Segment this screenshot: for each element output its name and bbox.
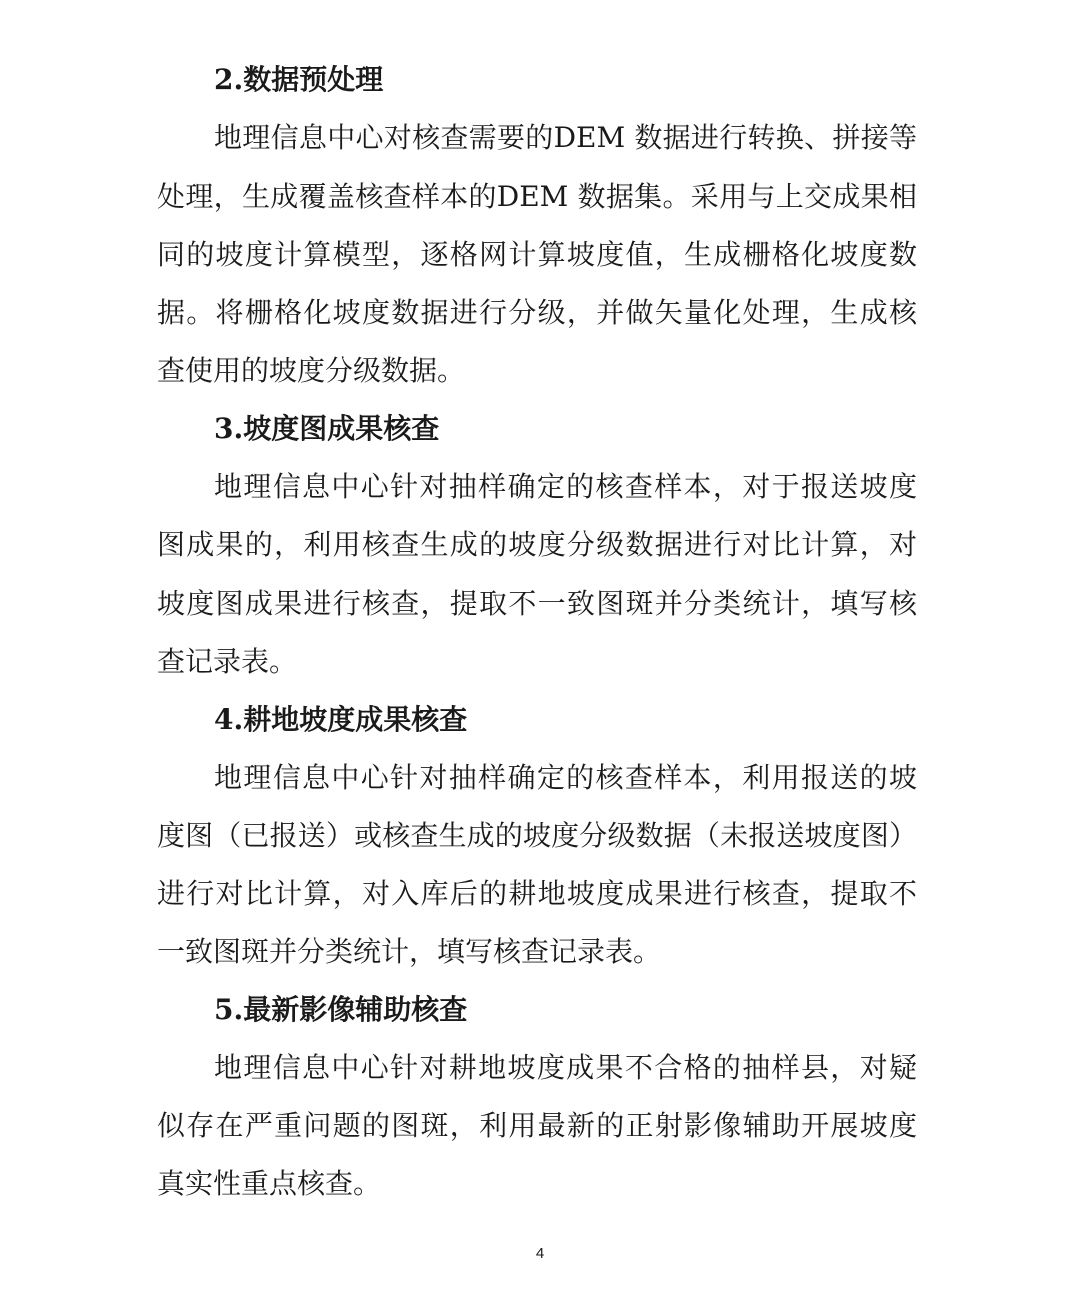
paragraph-line: 进行对比计算，对入库后的耕地坡度成果进行核查，提取不 <box>157 877 917 910</box>
paragraph-line: 查记录表。 <box>157 645 298 678</box>
paragraph-line: 处理，生成覆盖核查样本的DEM 数据集。采用与上交成果相 <box>157 180 917 213</box>
paragraph-line: 地理信息中心对核查需要的DEM 数据进行转换、拼接等 <box>214 121 917 154</box>
paragraph-line: 地理信息中心针对抽样确定的核查样本，利用报送的坡 <box>214 761 917 794</box>
paragraph-line: 坡度图成果进行核查，提取不一致图斑并分类统计，填写核 <box>157 587 917 620</box>
paragraph-line: 同的坡度计算模型，逐格网计算坡度值，生成栅格化坡度数 <box>157 238 917 271</box>
paragraph-line: 一致图斑并分类统计，填写核查记录表。 <box>157 935 662 968</box>
page-number: 4 <box>535 1245 545 1262</box>
paragraph-line: 据。将栅格化坡度数据进行分级，并做矢量化处理，生成核 <box>157 296 917 329</box>
paragraph-line: 查使用的坡度分级数据。 <box>157 354 466 387</box>
paragraph-line: 度图（已报送）或核查生成的坡度分级数据（未报送坡度图） <box>157 819 917 852</box>
section-heading-5: 5.最新影像辅助核查 <box>214 993 468 1026</box>
section-heading-4: 4.耕地坡度成果核查 <box>214 703 468 736</box>
paragraph-line: 图成果的，利用核查生成的坡度分级数据进行对比计算，对 <box>157 528 917 561</box>
paragraph-line: 似存在严重问题的图斑，利用最新的正射影像辅助开展坡度 <box>157 1109 917 1142</box>
section-heading-3: 3.坡度图成果核查 <box>214 412 440 445</box>
section-heading-2: 2.数据预处理 <box>214 63 384 96</box>
paragraph-line: 地理信息中心针对耕地坡度成果不合格的抽样县，对疑 <box>214 1051 917 1084</box>
paragraph-line: 地理信息中心针对抽样确定的核查样本，对于报送坡度 <box>214 470 917 503</box>
paragraph-line: 真实性重点核查。 <box>157 1167 382 1200</box>
